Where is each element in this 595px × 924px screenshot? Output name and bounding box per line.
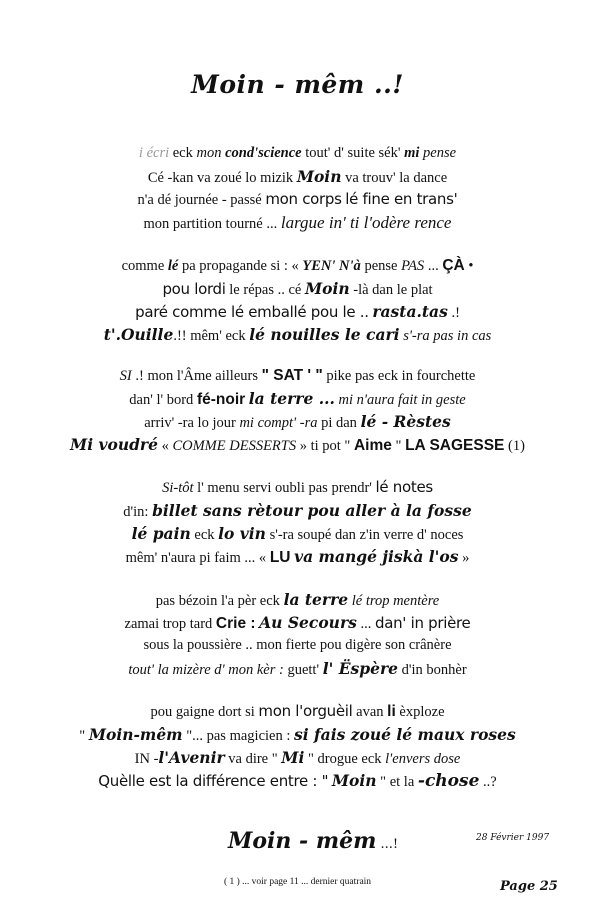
poem-line xyxy=(0,522,595,545)
poem-line xyxy=(0,254,595,277)
line-segment: mon xyxy=(196,145,226,161)
stanza-1 xyxy=(0,142,595,234)
line-segment: pi dan xyxy=(317,415,361,431)
poem-line xyxy=(0,188,595,211)
line-segment: va dire " xyxy=(224,751,282,767)
line-segment: • xyxy=(464,258,474,274)
line-segment: tout' la mizère d' mon kèr : xyxy=(128,662,284,678)
line-segment: ... xyxy=(356,616,375,632)
line-segment: Moin xyxy=(296,167,342,186)
line-segment: " SAT ' " xyxy=(261,367,323,384)
line-segment: d'in bonhèr xyxy=(398,662,467,678)
line-segment: èxploze xyxy=(395,704,445,720)
line-segment: tout' d' suite sék' xyxy=(301,145,405,161)
line-segment: " xyxy=(391,438,406,454)
line-segment: i écri xyxy=(138,145,170,161)
line-segment: avan xyxy=(352,704,388,720)
line-segment: (1) xyxy=(504,438,525,454)
poem-line xyxy=(0,723,595,746)
poem-line xyxy=(0,634,595,657)
line-segment: mêm' n'aura pi faim ... « xyxy=(125,550,270,566)
line-segment: " et la xyxy=(376,774,418,790)
line-segment: la terre xyxy=(283,590,349,609)
line-segment: comme xyxy=(121,258,168,274)
line-segment: Mi voudré xyxy=(70,435,158,454)
line-segment: " xyxy=(79,728,89,744)
line-segment: Moin xyxy=(304,279,350,298)
line-segment: Aime xyxy=(353,437,392,454)
line-segment: pense xyxy=(360,258,402,274)
line-segment: lé - Rèstes xyxy=(360,412,451,431)
line-segment: SI xyxy=(119,368,132,384)
line-segment: IN - xyxy=(134,751,159,767)
line-segment: li xyxy=(387,703,396,720)
stanza-2 xyxy=(0,254,595,346)
line-segment: s'-ra soupé dan z'in verre d' noces xyxy=(265,527,464,543)
line-segment: dan' in prière xyxy=(374,614,471,632)
poem-line xyxy=(0,410,595,433)
poem-line xyxy=(0,165,595,188)
poem-line xyxy=(0,499,595,522)
closing-text: Moin - mêm xyxy=(228,828,377,854)
line-segment: " drogue eck xyxy=(304,751,386,767)
line-segment: s'-ra pas in cas xyxy=(399,328,492,344)
line-segment: mi compt' -ra xyxy=(239,415,318,431)
poem-line xyxy=(0,588,595,611)
poem-line xyxy=(0,142,595,165)
line-segment: pa propagande si : « xyxy=(178,258,303,274)
line-segment: lé notes xyxy=(375,478,433,496)
line-segment: .!! mêm' eck xyxy=(173,328,250,344)
line-segment: ÇÀ xyxy=(442,257,465,274)
line-segment: Crie : xyxy=(215,615,256,632)
line-segment: eck xyxy=(190,527,219,543)
poem-line xyxy=(0,700,595,723)
poem-line xyxy=(0,211,595,234)
line-segment: lé nouilles le cari xyxy=(249,325,400,344)
page-number: Page 25 xyxy=(500,879,558,894)
line-segment: pou lordi xyxy=(162,280,226,298)
line-segment: largue in' ti l'odère rence xyxy=(280,213,452,232)
poem-line xyxy=(0,323,595,346)
line-segment: zamai trop tard xyxy=(124,616,216,632)
line-segment: Moin-mêm xyxy=(88,725,183,744)
line-segment: Quèlle est la différence entre : " xyxy=(98,772,329,790)
poem-line xyxy=(0,433,595,456)
line-segment: » ti pot " xyxy=(296,438,354,454)
stanza-5 xyxy=(0,588,595,680)
line-segment: mon corps xyxy=(265,190,342,208)
poem-line xyxy=(0,364,595,387)
line-segment: .! xyxy=(447,305,460,321)
line-segment: pike pas eck in fourchette xyxy=(322,368,476,384)
line-segment: mi n'aura fait in geste xyxy=(334,392,466,408)
line-segment: LA SAGESSE xyxy=(405,437,505,454)
line-segment: arriv' -ra lo jour xyxy=(144,415,240,431)
line-segment: LU xyxy=(269,549,291,566)
poem-line xyxy=(0,611,595,634)
poem-line xyxy=(0,277,595,300)
line-segment: l'envers dose xyxy=(385,751,461,767)
line-segment: lo vin xyxy=(218,524,266,543)
poem-line xyxy=(0,476,595,499)
line-segment: .! mon l'Âme ailleurs xyxy=(131,368,262,384)
line-segment: mi xyxy=(404,145,420,161)
line-segment: sous la poussière .. mon fierte pou digère son crânère xyxy=(143,637,452,653)
poem-line xyxy=(0,300,595,323)
line-segment: l' menu servi oubli pas prendr' xyxy=(193,480,376,496)
line-segment: mon l'orguèil xyxy=(258,702,353,720)
line-segment: l'Avenir xyxy=(158,748,225,767)
line-segment: va trouv' la dance xyxy=(341,170,448,186)
poem-date: 28 Février 1997 xyxy=(476,833,550,843)
line-segment: t'.Ouille xyxy=(103,325,174,344)
line-segment: Mi xyxy=(281,748,305,767)
line-segment: pense xyxy=(419,145,457,161)
line-segment: la terre ... xyxy=(248,389,335,408)
line-segment: billet sans rètour pou aller à la fosse xyxy=(152,501,472,520)
line-segment: pas bézoin l'a pèr eck xyxy=(155,593,284,609)
footnote: ( 1 ) ... voir page 11 ... dernier quatrain xyxy=(223,877,372,887)
line-segment: fé-noir xyxy=(196,391,246,408)
line-segment: n'a dé journée - passé xyxy=(137,192,266,208)
line-segment: » xyxy=(458,550,470,566)
line-segment: paré comme lé emballé pou le .. xyxy=(135,303,369,321)
poem-line xyxy=(0,545,595,568)
line-segment: -là dan le plat xyxy=(349,282,433,298)
line-segment: va mangé jiskà l'os xyxy=(294,547,459,566)
line-segment: rasta.tas xyxy=(372,302,448,321)
line-segment: Cé -kan va zoué lo mizik xyxy=(147,170,297,186)
line-segment: YEN' N'à xyxy=(302,258,361,274)
line-segment: ... xyxy=(424,258,443,274)
line-segment: lé pain xyxy=(131,524,191,543)
line-segment: ..? xyxy=(479,774,497,790)
line-segment: lé xyxy=(167,258,179,274)
line-segment: COMME DESSERTS xyxy=(172,438,297,454)
poem-line xyxy=(0,769,595,792)
line-segment: « xyxy=(157,438,173,454)
stanza-3 xyxy=(0,364,595,456)
poem-line xyxy=(0,657,595,680)
line-segment: "... pas magicien : xyxy=(182,728,294,744)
line-segment: dan' l' bord xyxy=(129,392,197,408)
line-segment: Au Secours xyxy=(259,613,357,632)
poem-line xyxy=(0,387,595,410)
line-segment: si fais zoué lé maux roses xyxy=(294,725,516,744)
line-segment: Si-tôt xyxy=(162,480,194,496)
closing-signature xyxy=(228,828,398,854)
stanza-4 xyxy=(0,476,595,568)
line-segment: eck xyxy=(169,145,197,161)
line-segment: d'in: xyxy=(123,504,153,520)
line-segment: lé trop mentère xyxy=(348,593,440,609)
line-segment: pou gaigne dort si xyxy=(150,704,259,720)
line-segment: -chose xyxy=(417,771,480,791)
line-segment: lé fine en trans' xyxy=(345,190,458,208)
line-segment: Moin xyxy=(331,771,377,790)
line-segment: guett' xyxy=(283,662,323,678)
poem-title: Moin - mêm ..! xyxy=(191,70,404,99)
closing-dots: ...! xyxy=(376,837,399,852)
line-segment: l' Ëspère xyxy=(322,659,398,678)
poem-line xyxy=(0,746,595,769)
line-segment: le répas .. cé xyxy=(225,282,305,298)
line-segment: cond'science xyxy=(225,145,302,161)
stanza-6 xyxy=(0,700,595,792)
line-segment: mon partition tourné ... xyxy=(143,216,281,232)
line-segment: PAS xyxy=(401,258,425,274)
